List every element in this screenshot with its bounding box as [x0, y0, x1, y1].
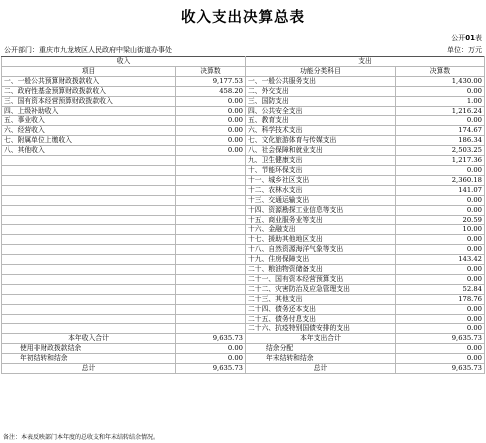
expense-item-cell: 二十四、债务还本支出 — [246, 304, 396, 314]
income-amount-cell — [176, 314, 246, 324]
income-item-cell — [2, 284, 176, 294]
table-row — [2, 255, 485, 265]
table-row — [2, 205, 485, 215]
income-amount-cell — [176, 175, 246, 185]
table-row — [2, 294, 485, 304]
income-amount-cell: 0.00 — [176, 146, 246, 156]
table-row — [2, 195, 485, 205]
expense-amount-cell: 143.42 — [396, 255, 485, 265]
expense-amount-cell: 0.00 — [396, 165, 485, 175]
income-amount-cell: 458.20 — [176, 86, 246, 96]
expense-amount-cell: 1.00 — [396, 96, 485, 106]
expense-item-cell: 十四、资源勘探工业信息等支出 — [246, 205, 396, 215]
expense-item-cell: 二十、粮油物资储备支出 — [246, 265, 396, 275]
income-amount-cell: 0.00 — [176, 136, 246, 146]
expense-item-cell: 八、社会保障和就业支出 — [246, 146, 396, 156]
income-amount-cell — [176, 205, 246, 215]
income-subtotal-value: 9,635.73 — [176, 334, 246, 344]
totals-body — [2, 334, 485, 374]
expense-item-cell: 二十一、国有资本经营预算支出 — [246, 274, 396, 284]
income-amount-cell — [176, 274, 246, 284]
income-item-cell: 五、事业收入 — [2, 116, 176, 126]
income-amount-cell — [176, 324, 246, 334]
income-item-cell: 六、经营收入 — [2, 126, 176, 136]
income-item-cell — [2, 185, 176, 195]
table-row — [2, 175, 485, 185]
income-item-cell: 一、一般公共预算财政拨款收入 — [2, 76, 176, 86]
expense-amount-cell: 0.00 — [396, 324, 485, 334]
table-row — [2, 215, 485, 225]
expense-amount-cell: 2,503.25 — [396, 146, 485, 156]
income-item-cell — [2, 245, 176, 255]
column-header-row — [2, 66, 485, 76]
section-header-row — [2, 57, 485, 67]
expense-amount-cell: 1,216.24 — [396, 106, 485, 116]
income-item-cell — [2, 324, 176, 334]
income-item-cell — [2, 215, 176, 225]
grand-total-row — [2, 364, 485, 374]
income-item-cell — [2, 314, 176, 324]
income-item-cell: 二、政府性基金预算财政拨款收入 — [2, 86, 176, 96]
non-fin-label: 使用非财政拨款结余 — [2, 344, 176, 354]
distribution-value: 0.00 — [396, 344, 485, 354]
expense-amount-cell: 1,430.00 — [396, 76, 485, 86]
distribution-label: 结余分配 — [246, 344, 396, 354]
income-amount-cell — [176, 304, 246, 314]
income-item-cell: 四、上级补助收入 — [2, 106, 176, 116]
expense-item-cell: 五、教育支出 — [246, 116, 396, 126]
balance-row — [2, 354, 485, 364]
table-row — [2, 185, 485, 195]
income-item-cell — [2, 225, 176, 235]
income-amount-cell — [176, 245, 246, 255]
expense-item-header: 功能分类科目 — [246, 66, 396, 76]
table-row — [2, 165, 485, 175]
sheet-number-prefix: 公开 — [451, 34, 466, 42]
begin-balance-value: 0.00 — [176, 354, 246, 364]
income-amount-cell — [176, 294, 246, 304]
expense-item-cell: 二十六、抗疫特别国债安排的支出 — [246, 324, 396, 334]
expense-amount-cell: 0.00 — [396, 195, 485, 205]
expense-item-cell: 十一、城乡社区支出 — [246, 175, 396, 185]
expense-subtotal-value: 9,635.73 — [396, 334, 485, 344]
expense-item-cell: 十八、自然资源海洋气象等支出 — [246, 245, 396, 255]
income-amount-cell — [176, 185, 246, 195]
income-subtotal-label: 本年收入合计 — [2, 334, 176, 344]
report-meta — [0, 44, 486, 55]
expense-item-cell: 一、一般公共服务支出 — [246, 76, 396, 86]
expense-item-cell: 十二、农林水支出 — [246, 185, 396, 195]
expense-item-cell: 十七、援助其他地区支出 — [246, 235, 396, 245]
expense-amount-cell: 0.00 — [396, 314, 485, 324]
table-body — [2, 76, 485, 334]
table-row — [2, 96, 485, 106]
expense-item-cell: 十三、交通运输支出 — [246, 195, 396, 205]
expense-amount-cell: 0.00 — [396, 116, 485, 126]
table-row — [2, 136, 485, 146]
income-item-cell — [2, 304, 176, 314]
expense-item-cell: 十五、商业服务业等支出 — [246, 215, 396, 225]
income-item-cell — [2, 205, 176, 215]
expense-item-cell: 七、文化旅游体育与传媒支出 — [246, 136, 396, 146]
income-item-cell — [2, 156, 176, 166]
unit-label: 单位：万元 — [447, 46, 482, 54]
income-item-cell — [2, 235, 176, 245]
table-row — [2, 116, 485, 126]
income-amount-cell — [176, 156, 246, 166]
expense-amount-cell: 0.00 — [396, 245, 485, 255]
income-item-cell — [2, 274, 176, 284]
expense-amount-cell: 52.84 — [396, 284, 485, 294]
expense-amount-cell: 10.00 — [396, 225, 485, 235]
non-fin-value: 0.00 — [176, 344, 246, 354]
expense-amount-header: 决算数 — [396, 66, 485, 76]
expense-section-header: 支出 — [246, 57, 485, 67]
page-title: 收入支出决算总表 — [181, 10, 305, 26]
income-item-cell — [2, 294, 176, 304]
sheet-number — [451, 33, 482, 43]
income-item-cell — [2, 175, 176, 185]
income-amount-cell — [176, 165, 246, 175]
expense-amount-cell: 1,217.36 — [396, 156, 485, 166]
income-section-header: 收入 — [2, 57, 246, 67]
department-label: 公开部门：重庆市九龙坡区人民政府中梁山街道办事处 — [4, 46, 172, 54]
table-row — [2, 245, 485, 255]
income-amount-cell — [176, 215, 246, 225]
begin-balance-label: 年初结转和结余 — [2, 354, 176, 364]
table-row — [2, 314, 485, 324]
non-fin-row — [2, 344, 485, 354]
sheet-number-code: 01 — [465, 34, 475, 42]
expense-item-cell: 二十五、债务付息支出 — [246, 314, 396, 324]
income-item-header: 项目 — [2, 66, 176, 76]
expense-amount-cell: 0.00 — [396, 205, 485, 215]
expense-amount-cell: 0.00 — [396, 274, 485, 284]
expense-item-cell: 三、国防支出 — [246, 96, 396, 106]
income-amount-cell: 9,177.53 — [176, 76, 246, 86]
income-item-cell — [2, 265, 176, 275]
expense-subtotal-label: 本年支出合计 — [246, 334, 396, 344]
grand-expense-value: 9,635.73 — [396, 364, 485, 374]
expense-amount-cell: 20.59 — [396, 215, 485, 225]
income-amount-cell: 0.00 — [176, 96, 246, 106]
expense-amount-cell: 174.67 — [396, 126, 485, 136]
income-amount-cell — [176, 235, 246, 245]
expense-amount-cell: 0.00 — [396, 235, 485, 245]
table-row — [2, 235, 485, 245]
grand-expense-label: 总计 — [246, 364, 396, 374]
budget-table — [1, 56, 485, 374]
income-item-cell: 七、附属单位上缴收入 — [2, 136, 176, 146]
expense-item-cell: 六、科学技术支出 — [246, 126, 396, 136]
expense-item-cell: 十六、金融支出 — [246, 225, 396, 235]
expense-item-cell: 九、卫生健康支出 — [246, 156, 396, 166]
table-row — [2, 126, 485, 136]
income-amount-cell: 0.00 — [176, 126, 246, 136]
expense-amount-cell: 0.00 — [396, 304, 485, 314]
income-amount-cell: 0.00 — [176, 106, 246, 116]
income-item-cell — [2, 165, 176, 175]
expense-item-cell: 二、外交支出 — [246, 86, 396, 96]
table-row — [2, 106, 485, 116]
sheet-number-suffix: 表 — [475, 34, 482, 42]
expense-item-cell: 二十三、其他支出 — [246, 294, 396, 304]
expense-amount-cell: 186.34 — [396, 136, 485, 146]
expense-amount-cell: 141.07 — [396, 185, 485, 195]
expense-amount-cell: 0.00 — [396, 265, 485, 275]
income-item-cell: 八、其他收入 — [2, 146, 176, 156]
subtotal-row — [2, 334, 485, 344]
income-amount-cell — [176, 284, 246, 294]
expense-item-cell: 二十二、灾害防治及应急管理支出 — [246, 284, 396, 294]
expense-item-cell: 十、节能环保支出 — [246, 165, 396, 175]
expense-amount-cell: 2,360.18 — [396, 175, 485, 185]
table-row — [2, 86, 485, 96]
income-amount-cell — [176, 225, 246, 235]
table-row — [2, 225, 485, 235]
table-row — [2, 324, 485, 334]
expense-amount-cell: 178.76 — [396, 294, 485, 304]
grand-income-label: 总计 — [2, 364, 176, 374]
income-amount-cell — [176, 265, 246, 275]
income-amount-cell — [176, 195, 246, 205]
table-row — [2, 156, 485, 166]
table-row — [2, 304, 485, 314]
expense-item-cell: 十九、住房保障支出 — [246, 255, 396, 265]
end-balance-label: 年末结转和结余 — [246, 354, 396, 364]
income-item-cell — [2, 195, 176, 205]
table-row — [2, 274, 485, 284]
income-amount-cell: 0.00 — [176, 116, 246, 126]
table-row — [2, 284, 485, 294]
table-row — [2, 265, 485, 275]
expense-item-cell: 四、公共安全支出 — [246, 106, 396, 116]
table-row — [2, 146, 485, 156]
income-item-cell — [2, 255, 176, 265]
end-balance-value: 0.00 — [396, 354, 485, 364]
table-row — [2, 76, 485, 86]
income-amount-header: 决算数 — [176, 66, 246, 76]
income-item-cell: 三、国有资本经营预算财政拨款收入 — [2, 96, 176, 106]
income-amount-cell — [176, 255, 246, 265]
expense-amount-cell: 0.00 — [396, 86, 485, 96]
footnote: 备注：本表反映部门本年度的总收支和年末结转结余情况。 — [3, 434, 160, 441]
grand-income-value: 9,635.73 — [176, 364, 246, 374]
